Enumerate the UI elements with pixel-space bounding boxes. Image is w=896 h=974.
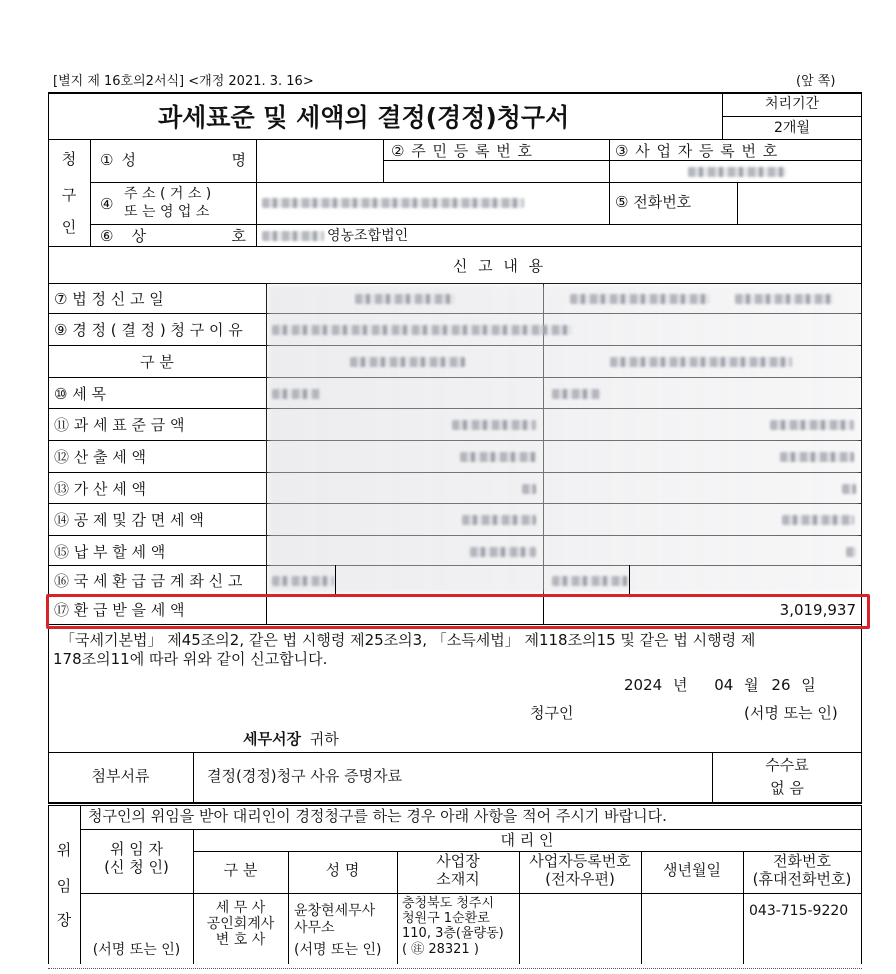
claimant-label-divider xyxy=(256,139,257,246)
processing-period-label: 처리기간 xyxy=(764,96,820,112)
claimant-group-divider xyxy=(90,139,91,246)
row-claim-reason-label: ⑨ 경 정 ( 결 정 ) 청 구 이 유 xyxy=(54,321,243,339)
row-calculated-tax-label: ⑫ 산 출 세 액 xyxy=(54,448,147,466)
agent-header: 대 리 인 xyxy=(500,831,554,849)
row-additional-tax-label: ⑬ 가 산 세 액 xyxy=(54,480,147,498)
form-right-border xyxy=(861,92,862,803)
col-phone-header-1: 전화번호 xyxy=(773,852,831,870)
trade-name-redacted xyxy=(262,231,324,241)
row-tax-item-label: ⑩ 세 목 xyxy=(54,385,106,403)
row-refund-account-label: ⑯ 국 세 환 급 금 계 좌 신 고 xyxy=(54,572,243,590)
declaration-bottom-line xyxy=(48,752,862,753)
claimant-sign-label: 청구인 xyxy=(530,704,574,722)
additional-tax-2-redacted xyxy=(842,484,856,494)
agent-type-2: 공인회계사 xyxy=(206,916,275,932)
trade-label-text xyxy=(121,228,246,244)
payable-tax-1-redacted xyxy=(470,547,536,557)
deduction-2-redacted xyxy=(782,515,854,525)
fee-value: 없 음 xyxy=(770,779,804,797)
date-month-unit: 월 xyxy=(744,676,759,694)
refund-highlight-box xyxy=(46,594,870,629)
claimant-group-char-2: 구 xyxy=(61,186,77,204)
category-2-redacted xyxy=(610,357,792,367)
declaration-line-2: 178조의11에 따라 위와 같이 신고합니다. xyxy=(53,650,328,668)
refund-account-divider-1 xyxy=(335,565,336,595)
processing-divider xyxy=(723,116,861,117)
address-label-2: 또 는 영 업 소 xyxy=(124,204,210,220)
trade-name-value: 영농조합법인 xyxy=(327,228,409,244)
agent-address-2: 청원구 1순환로 xyxy=(402,911,490,926)
form-reference: [별지 제 16호의2서식] <개정 2021. 3. 16> xyxy=(53,74,314,89)
processing-period-value: 2개월 xyxy=(774,120,810,136)
col-bizno-header-2: (전자우편) xyxy=(545,870,615,888)
agent-type-1: 세 무 사 xyxy=(215,900,266,916)
filing-date-redacted xyxy=(355,294,455,304)
date-month: 04 xyxy=(714,676,734,694)
refund-bank-2-redacted xyxy=(552,576,628,586)
date-year: 2024 xyxy=(624,676,663,694)
title-bottom-line xyxy=(48,139,862,140)
claimant-sign-placeholder: (서명 또는 인) xyxy=(744,704,838,722)
col-name-header: 성 명 xyxy=(325,861,360,879)
col-address-header-1: 사업장 xyxy=(436,852,480,870)
address-label-1: 주 소 ( 거 소 ) xyxy=(124,186,212,202)
delegator-label-2: (신 청 인) xyxy=(104,858,169,876)
rrn-label: ② 주 민 등 록 번 호 xyxy=(391,142,533,160)
col-phone-header-2: (휴대전화번호) xyxy=(752,870,852,888)
form-bottom-border xyxy=(48,802,862,804)
calculated-tax-1-redacted xyxy=(460,452,536,462)
delegation-header-bottom-line xyxy=(80,893,862,894)
tax-office-label: 세무서장 xyxy=(243,730,301,748)
fee-label: 수수료 xyxy=(765,756,809,774)
row-deduction-label: ⑭ 공 제 및 감 면 세 액 xyxy=(54,511,204,529)
tax-item-2-redacted xyxy=(552,389,600,399)
date-day-unit: 일 xyxy=(801,676,816,694)
delegation-side-char-1: 위 xyxy=(56,841,72,859)
row-payable-tax-label: ⑮ 납 부 할 세 액 xyxy=(54,543,166,561)
agent-name-1: 윤창현세무사 xyxy=(294,903,376,919)
delegation-notice: 청구인의 위임을 받아 대리인이 경정청구를 하는 경우 아래 사항을 적어 주시기 바랍니다. xyxy=(88,807,667,825)
delegation-side-char-2: 임 xyxy=(56,877,72,895)
category-1-redacted xyxy=(350,357,465,367)
row1-bottom-line xyxy=(90,182,862,183)
page-side-label: (앞 쪽) xyxy=(796,74,836,89)
name-label-num: ① xyxy=(100,151,114,169)
deduction-1-redacted xyxy=(462,515,536,525)
row2-bottom-line xyxy=(90,224,862,225)
form-title: 과세표준 및 세액의 결정(경정)청구서 xyxy=(158,103,570,132)
name-label-b: 명 xyxy=(231,151,246,169)
bizno-label: ③ 사 업 자 등 록 번 호 xyxy=(615,142,779,160)
date-day: 26 xyxy=(771,676,791,694)
address-value-redacted xyxy=(262,198,524,208)
claim-reason-redacted xyxy=(272,325,572,335)
refund-amount-label: ⑰ 환 급 받 을 세 액 xyxy=(54,601,185,619)
attachments-value: 결정(경정)청구 사유 증명자료 xyxy=(207,767,403,785)
honorific-label: 귀하 xyxy=(309,730,339,748)
phone-label: ⑤ 전화번호 xyxy=(615,193,692,211)
name-label-a: 성 xyxy=(121,151,136,169)
detail-label-divider xyxy=(266,283,267,624)
bizno-value-redacted xyxy=(688,167,786,177)
row-category-label: 구 분 xyxy=(140,353,174,371)
col-birthdate-header: 생년월일 xyxy=(663,861,721,879)
agent-type-3: 변 호 사 xyxy=(215,932,266,948)
attachments-label: 첨부서류 xyxy=(91,767,150,785)
cut-line xyxy=(48,968,862,969)
declaration-date xyxy=(624,677,816,693)
delegator-sign-placeholder: (서명 또는 인) xyxy=(92,942,181,958)
claimant-group-char-1: 청 xyxy=(61,150,77,168)
agent-sign-placeholder: (서명 또는 인) xyxy=(294,942,382,958)
agent-phone: 043-715-9220 xyxy=(749,903,849,919)
trade-label-b: 호 xyxy=(231,227,246,245)
delegation-side-char-3: 장 xyxy=(56,911,72,929)
row-tax-base-label: ⑪ 과 세 표 준 금 액 xyxy=(54,416,185,434)
agent-header-line xyxy=(193,851,862,852)
address-num: ④ xyxy=(100,195,114,213)
claimant-group-char-3: 인 xyxy=(61,218,77,236)
date-year-unit: 년 xyxy=(672,676,688,694)
tax-base-2-redacted xyxy=(770,420,854,430)
payable-tax-2-redacted xyxy=(846,547,856,557)
claimant-bottom-line xyxy=(48,246,862,247)
section-title: 신 고 내 용 xyxy=(452,257,544,275)
calculated-tax-2-redacted xyxy=(780,452,854,462)
phone-divider xyxy=(737,182,738,224)
col-bizno-header-1: 사업자등록번호 xyxy=(529,852,631,870)
refund-bank-1-redacted xyxy=(272,576,334,586)
attachments-divider xyxy=(193,752,194,802)
row-filing-date-label: ⑦ 법 정 신 고 일 xyxy=(54,290,164,308)
agent-address-1: 충청북도 청주시 xyxy=(402,896,495,911)
trade-label xyxy=(100,228,246,244)
tax-base-1-redacted xyxy=(452,420,536,430)
col-address-header-2: 소재지 xyxy=(436,870,480,888)
section-title-line xyxy=(48,283,862,284)
additional-tax-1-redacted xyxy=(522,484,536,494)
name-label-text xyxy=(121,152,246,168)
agent-name-2: 사무소 xyxy=(294,920,335,936)
col-type-header: 구 분 xyxy=(223,861,258,879)
delegator-label-1: 위 임 자 xyxy=(109,840,163,858)
declaration-line-1: 「국세기본법」 제45조의2, 같은 법 시행령 제25조의3, 「소득세법」 제118조의15 및 같은 법 시행령 제 xyxy=(60,631,756,649)
filing-date-2-redacted xyxy=(570,294,710,304)
notice-bottom-line xyxy=(80,829,862,830)
refund-amount-value: 3,019,937 xyxy=(779,601,856,619)
recipient-line xyxy=(243,731,339,747)
trade-label-num: ⑥ xyxy=(100,227,114,245)
filing-date-3-redacted xyxy=(735,294,833,304)
refund-account-divider-2 xyxy=(629,565,630,595)
name-label xyxy=(100,152,246,168)
agent-address-zip: ( ㊟ 28321 ) xyxy=(402,942,479,957)
delegation-top-line xyxy=(48,805,862,806)
tax-item-1-redacted xyxy=(272,389,320,399)
trade-label-a: 상 xyxy=(131,227,146,245)
form-top-border xyxy=(48,92,862,94)
agent-address-3: 110, 3층(율량동) xyxy=(402,926,504,941)
rrn-header-line xyxy=(383,160,862,161)
